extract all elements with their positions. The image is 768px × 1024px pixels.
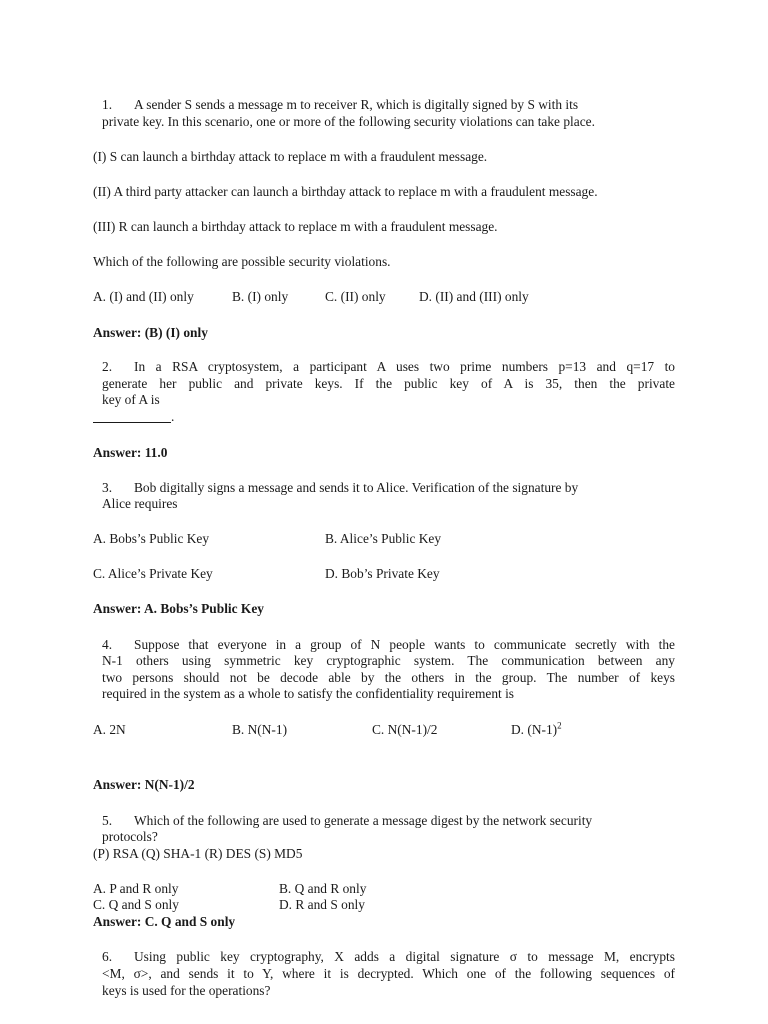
q4-answer: Answer: N(N-1)/2 <box>93 777 195 792</box>
q4-option-d <box>511 722 562 739</box>
q3-text-line-2: Alice requires <box>102 496 178 511</box>
q2-number: 2. <box>102 359 113 374</box>
q3-text-line-1: Bob digitally signs a message and sends it to Alice. Verification of the signature by <box>134 480 579 495</box>
q4-text-line-3: two persons should not be decode able by the others in the group. The number of keys <box>102 670 675 685</box>
q1-text-line-1: A sender S sends a message m to receiver R, which is digitally signed by S with its <box>134 97 579 112</box>
q5-option-d: D. R and S only <box>279 897 365 912</box>
q4-line-1 <box>102 637 675 654</box>
q5-answer: Answer: C. Q and S only <box>93 914 236 929</box>
q1-option-c: C. (II) only <box>325 289 386 304</box>
q4-number: 4. <box>102 637 113 652</box>
q3-option-b: B. Alice’s Public Key <box>325 531 442 546</box>
q1-option-a: A. (I) and (II) only <box>93 289 194 304</box>
q3-line-1 <box>102 480 675 497</box>
q2-line-1 <box>102 359 675 376</box>
q5-text-line-1: Which of the following are used to generate a message digest by the network security <box>134 813 593 828</box>
q1-answer: Answer: (B) (I) only <box>93 325 208 340</box>
q4-option-d-base: D. (N-1) <box>511 722 558 737</box>
q3-option-c: C. Alice’s Private Key <box>93 566 213 581</box>
q2-answer-blank <box>93 422 171 423</box>
q5-text-line-2: protocols? <box>102 829 158 844</box>
q1-option-d: D. (II) and (III) only <box>419 289 529 304</box>
q6-number: 6. <box>102 949 113 964</box>
q2-text-line-1: In a RSA cryptosystem, a participant A uses two prime numbers p=13 and q=17 to <box>134 359 675 374</box>
q4-option-c: C. N(N-1)/2 <box>372 722 438 737</box>
q4-option-d-exponent: 2 <box>557 720 562 731</box>
q4-text-line-4: required in the system as a whole to satisfy the confidentiality requirement is <box>102 686 515 701</box>
q1-text-line-2: private key. In this scenario, one or more of the following security violations can take place. <box>102 114 595 129</box>
q5-option-a: A. P and R only <box>93 881 179 896</box>
q4-text-line-1: Suppose that everyone in a group of N people wants to communicate secretly with the <box>134 637 675 652</box>
q5-option-b: B. Q and R only <box>279 881 367 896</box>
q2-text-line-3: key of A is <box>102 392 160 407</box>
q2-blank-end: . <box>171 409 175 424</box>
q1-statement-1: (I) S can launch a birthday attack to replace m with a fraudulent message. <box>93 149 488 164</box>
q3-option-d: D. Bob’s Private Key <box>325 566 440 581</box>
q6-text-line-1: Using public key cryptography, X adds a digital signature σ to message M, encrypts <box>134 949 675 964</box>
q1-prompt: Which of the following are possible security violations. <box>93 254 391 269</box>
q6-text-line-3: keys is used for the operations? <box>102 983 271 998</box>
q4-option-b: B. N(N-1) <box>232 722 288 737</box>
q1-number: 1. <box>102 97 113 112</box>
q3-answer: Answer: A. Bobs’s Public Key <box>93 601 264 616</box>
q1-line-1 <box>102 97 675 114</box>
q6-line-1 <box>102 949 675 966</box>
q6-text-line-2: <M, σ>, and sends it to Y, where it is decrypted. Which one of the following sequences of <box>102 966 675 981</box>
q4-option-a: A. 2N <box>93 722 126 737</box>
q5-number: 5. <box>102 813 113 828</box>
q4-text-line-2: N-1 others using symmetric key cryptographic system. The communication between any <box>102 653 675 668</box>
q1-statement-2: (II) A third party attacker can launch a birthday attack to replace m with a fraudulent message. <box>93 184 598 199</box>
q5-line-1 <box>102 813 675 830</box>
q3-number: 3. <box>102 480 113 495</box>
q1-statement-3: (III) R can launch a birthday attack to replace m with a fraudulent message. <box>93 219 498 234</box>
q5-option-c: C. Q and S only <box>93 897 179 912</box>
q2-text-line-2: generate her public and private keys. If the public key of A is 35, then the private <box>102 376 675 391</box>
q3-option-a: A. Bobs’s Public Key <box>93 531 210 546</box>
q2-answer: Answer: 11.0 <box>93 445 168 460</box>
q5-items: (P) RSA (Q) SHA-1 (R) DES (S) MD5 <box>93 846 303 861</box>
q1-option-b: B. (I) only <box>232 289 289 304</box>
